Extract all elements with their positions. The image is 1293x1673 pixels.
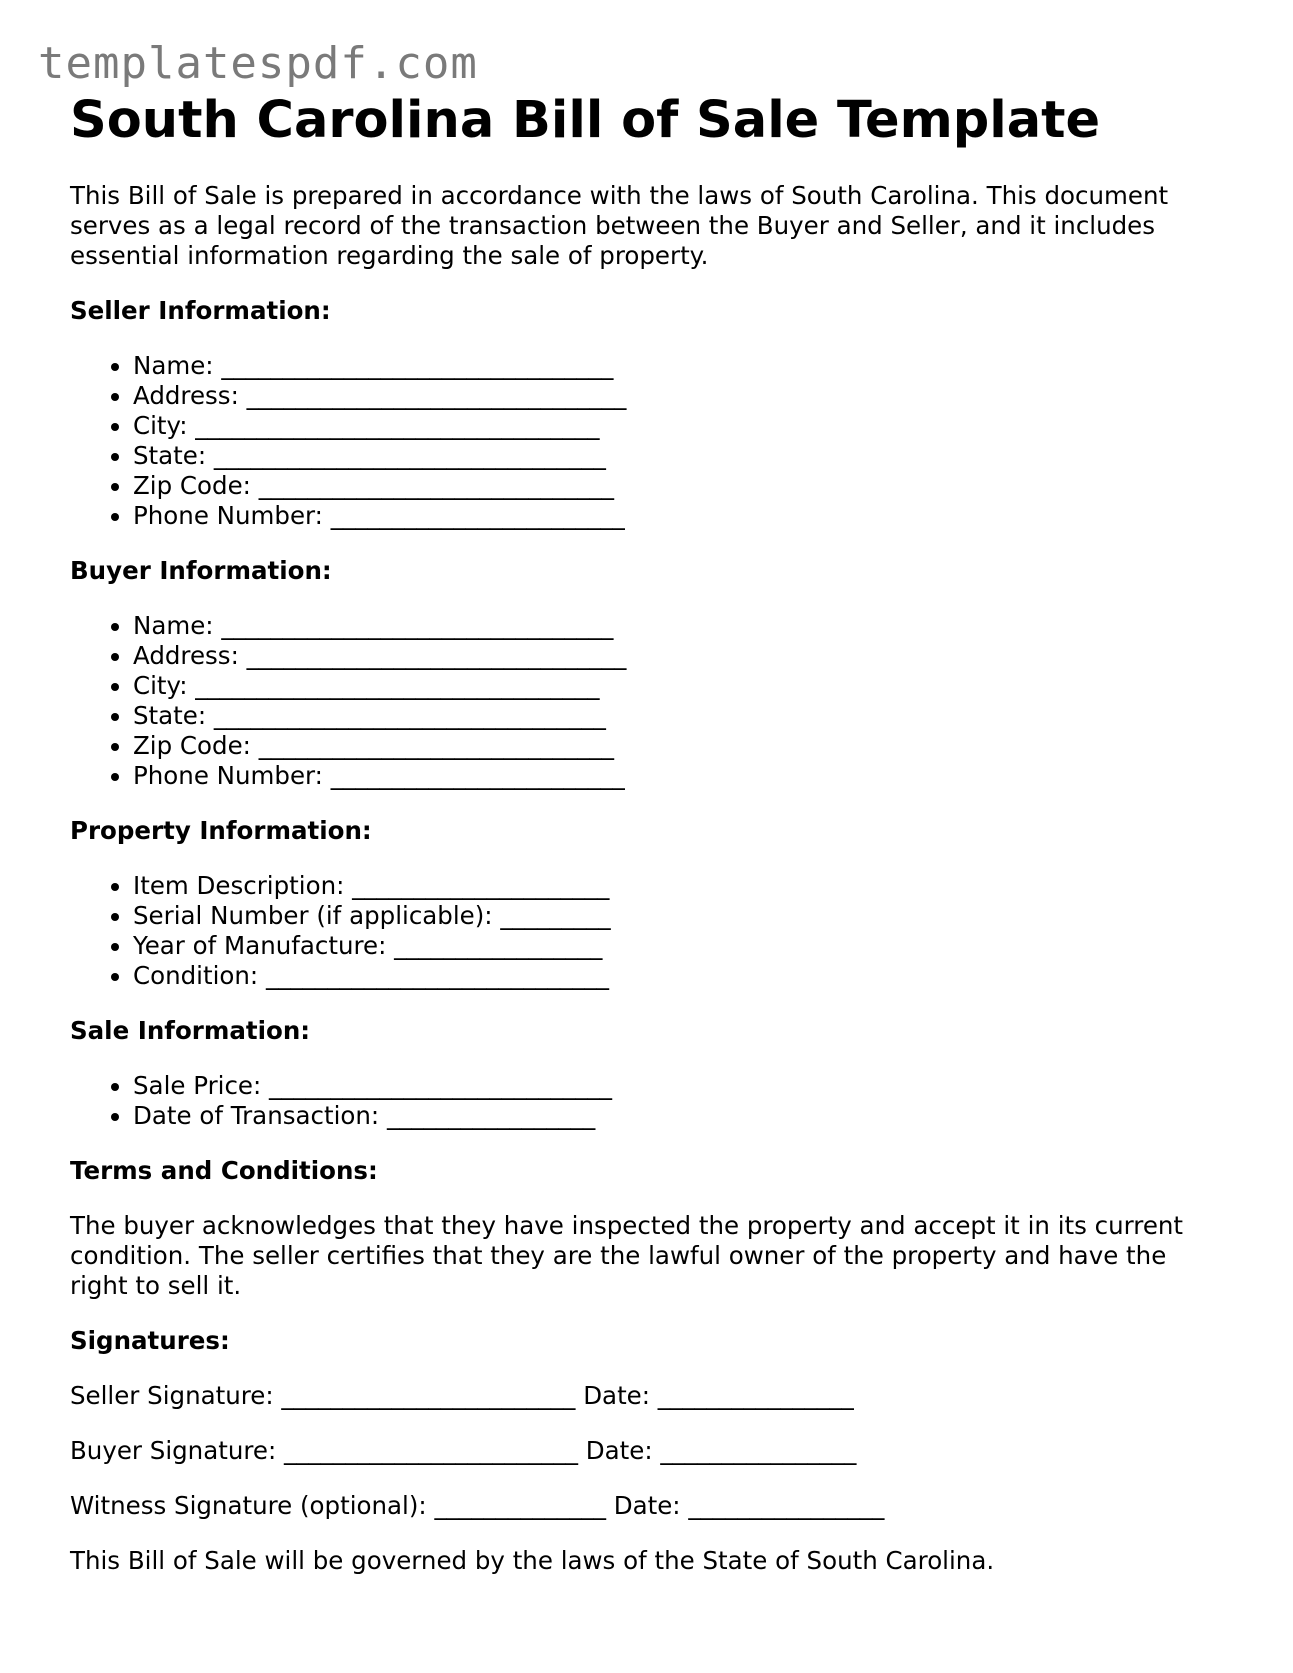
buyer-city-field: • City: _________________________________ bbox=[133, 671, 1230, 701]
item-description-field: • Item Description: _____________________ bbox=[133, 871, 1230, 901]
condition-field: • Condition: ____________________________ bbox=[133, 961, 1230, 991]
property-fields bbox=[70, 871, 1230, 991]
witness-signature-text: Witness Signature (optional): ______________ Date: ________________ bbox=[70, 1491, 885, 1521]
seller-name-field: • Name: ________________________________ bbox=[133, 351, 1230, 381]
buyer-name-field: • Name: ________________________________ bbox=[133, 611, 1230, 641]
witness-signature-line bbox=[70, 1491, 1230, 1521]
terms-heading: Terms and Conditions: bbox=[70, 1156, 378, 1186]
seller-heading: Seller Information: bbox=[70, 296, 331, 326]
seller-phone-field: • Phone Number: ________________________ bbox=[133, 501, 1230, 531]
intro-paragraph: This Bill of Sale is prepared in accordance with the laws of South Carolina. This document serves as a legal record of the transaction between the Buyer and Seller, and it includes essential information regarding the sale of property. bbox=[70, 181, 1169, 271]
seller-signature-text: Seller Signature: ________________________ Date: ________________ bbox=[70, 1381, 854, 1411]
document-body bbox=[70, 90, 1230, 1576]
page-title: South Carolina Bill of Sale Template bbox=[70, 91, 1101, 150]
buyer-signature-text: Buyer Signature: ________________________ Date: ________________ bbox=[70, 1436, 857, 1466]
seller-address-field: • Address: _______________________________ bbox=[133, 381, 1230, 411]
sale-heading: Sale Information: bbox=[70, 1016, 311, 1046]
terms-paragraph: The buyer acknowledges that they have inspected the property and accept it in its current condition. The seller certifies that they are the lawful owner of the property and have the right to sell it. bbox=[70, 1211, 1184, 1301]
buyer-fields bbox=[70, 611, 1230, 791]
property-heading: Property Information: bbox=[70, 816, 372, 846]
sale-price-field: • Sale Price: ____________________________ bbox=[133, 1071, 1230, 1101]
buyer-state-field: • State: ________________________________ bbox=[133, 701, 1230, 731]
buyer-phone-field: • Phone Number: ________________________ bbox=[133, 761, 1230, 791]
seller-state-field: • State: ________________________________ bbox=[133, 441, 1230, 471]
seller-fields bbox=[70, 351, 1230, 531]
serial-number-field: • Serial Number (if applicable): _________ bbox=[133, 901, 1230, 931]
watermark: templatespdf.com bbox=[38, 38, 478, 89]
seller-city-field: • City: _________________________________ bbox=[133, 411, 1230, 441]
seller-zip-field: • Zip Code: _____________________________ bbox=[133, 471, 1230, 501]
buyer-address-field: • Address: _______________________________ bbox=[133, 641, 1230, 671]
year-of-manufacture-field: • Year of Manufacture: _________________ bbox=[133, 931, 1230, 961]
transaction-date-field: • Date of Transaction: _________________ bbox=[133, 1101, 1230, 1131]
sale-fields bbox=[70, 1071, 1230, 1131]
closing-statement: This Bill of Sale will be governed by the laws of the State of South Carolina. bbox=[70, 1546, 995, 1576]
buyer-zip-field: • Zip Code: _____________________________ bbox=[133, 731, 1230, 761]
buyer-signature-line bbox=[70, 1436, 1230, 1466]
buyer-heading: Buyer Information: bbox=[70, 556, 332, 586]
seller-signature-line bbox=[70, 1381, 1230, 1411]
signatures-heading: Signatures: bbox=[70, 1326, 230, 1356]
